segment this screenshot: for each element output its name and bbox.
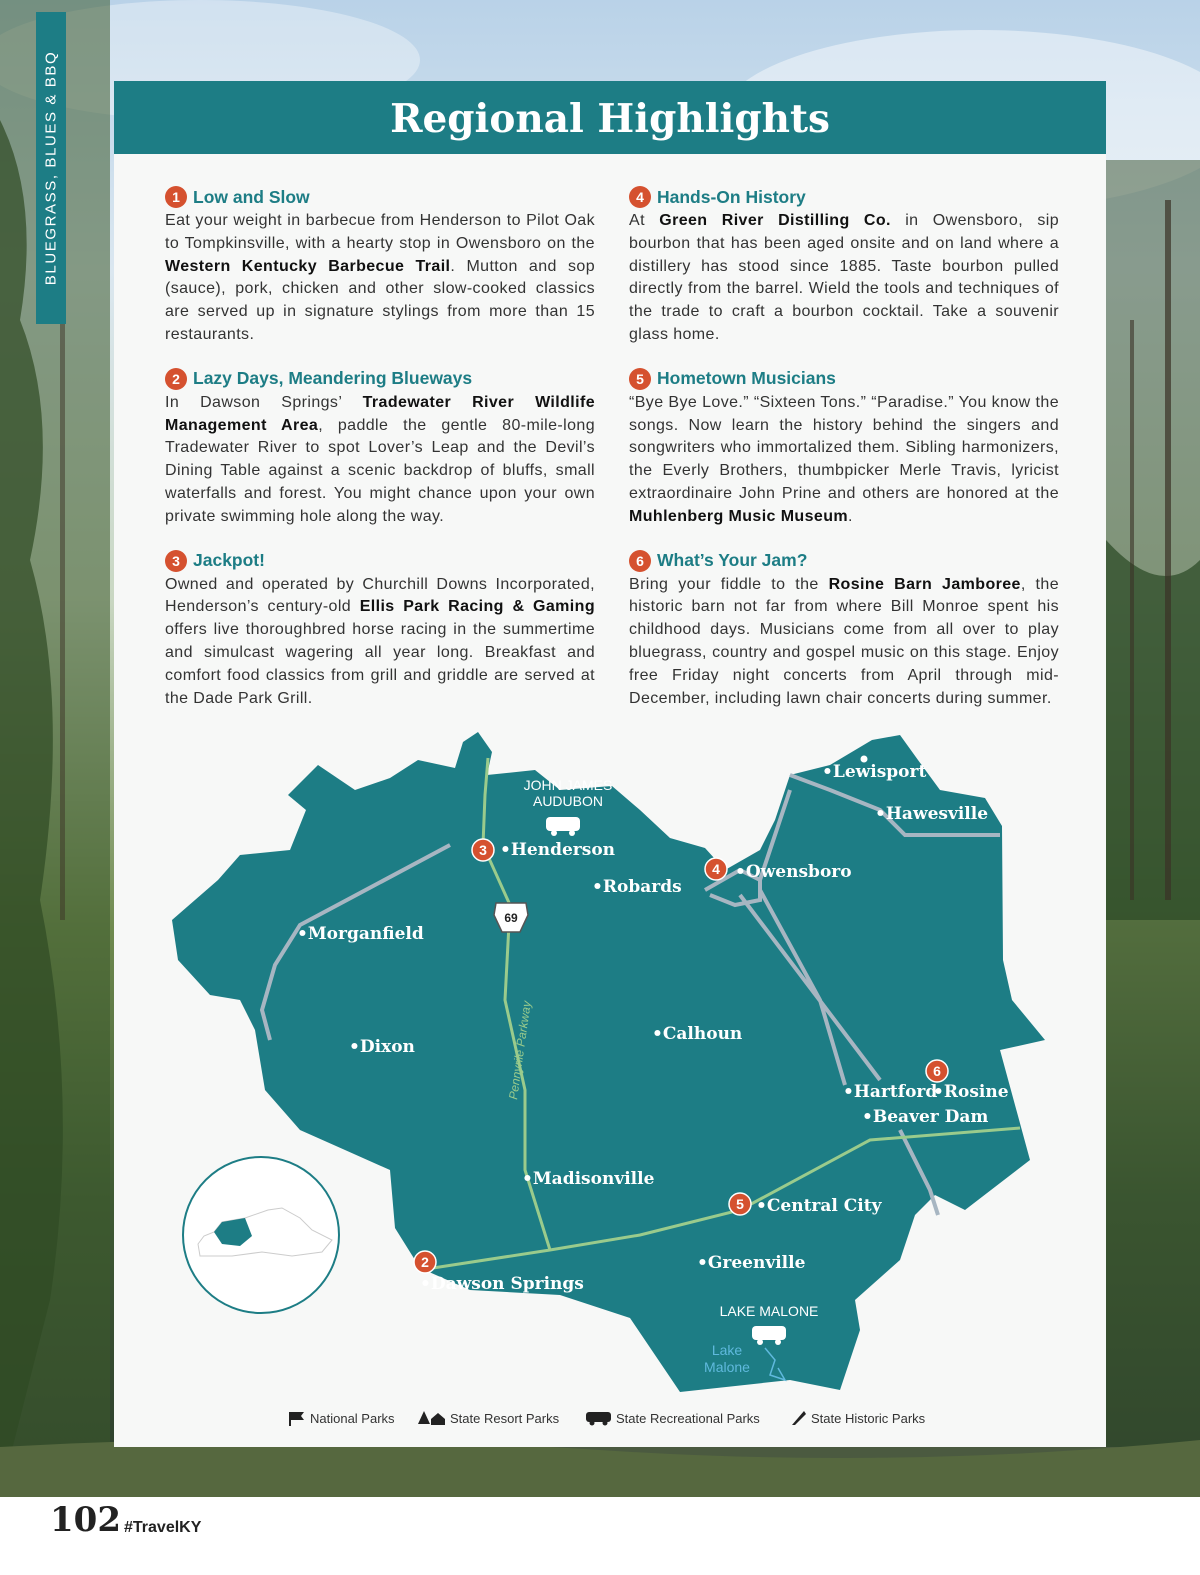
section-title: Jackpot! (193, 550, 265, 571)
town-label-beaver-dam: •Beaver Dam (862, 1107, 989, 1127)
hashtag: #TravelKY (124, 1519, 202, 1536)
park-label-audubon (524, 777, 613, 809)
town-label-hartford: •Hartford (843, 1082, 938, 1102)
number-badge: 1 (165, 186, 187, 208)
water-label-line1: Lake (711, 1342, 743, 1358)
legend-state-resort-parks (417, 1410, 559, 1426)
marker-number: 3 (479, 842, 487, 858)
flag-icon (287, 1410, 307, 1426)
map-marker-4[interactable] (705, 858, 727, 880)
legend-state-historic-parks (790, 1410, 925, 1426)
water-label-line2: Malone (704, 1359, 750, 1375)
map-marker-6[interactable] (926, 1060, 948, 1082)
quill-icon (790, 1410, 808, 1426)
rv-icon (585, 1410, 613, 1426)
bold-venue-name: Tradewater River Wildlife Management Area (165, 393, 596, 434)
town-label-robards: •Robards (592, 877, 682, 897)
marker-number: 6 (933, 1063, 941, 1079)
town-label-calhoun: •Calhoun (652, 1024, 743, 1044)
map-marker-5[interactable] (729, 1193, 751, 1215)
body-text: Bring your fiddle to the (629, 575, 829, 593)
side-tab-label: BLUEGRASS, BLUES & BBQ (42, 50, 60, 286)
park-label-audubon-line2: AUDUBON (532, 793, 604, 809)
town-label-greenville: •Greenville (697, 1253, 806, 1273)
park-label-audubon-line1: JOHN JAMES (523, 777, 613, 793)
body-text: Owned and operated by Churchill Downs Incorporated, Henderson’s century-old (165, 575, 595, 616)
section-title: What’s Your Jam? (657, 550, 808, 571)
number-badge: 6 (629, 550, 651, 572)
kentucky-locator-inset (183, 1157, 339, 1313)
section-title: Hometown Musicians (657, 368, 836, 389)
marker-number: 4 (712, 861, 720, 877)
bold-venue-name: Green River Distilling Co. (659, 212, 891, 229)
number-badge: 5 (629, 368, 651, 390)
legend-label: State Historic Parks (811, 1410, 926, 1426)
body-text: At (629, 212, 660, 229)
body-text: , the historic barn not far from where Bill Monroe spent his childhood days. Musicians come from all over to play bluegrass, country and gospel music on this stage. Enjoy free Friday night concerts from April through mid-December, including lawn chair concerts during summer. (629, 575, 1059, 707)
town-label-morganfield: •Morganfield (297, 924, 424, 944)
marker-number: 2 (421, 1254, 429, 1270)
tree-lodge-icon (417, 1410, 447, 1426)
page-number: 102 (50, 1500, 121, 1540)
number-badge: 4 (629, 186, 651, 208)
town-label-owensboro: •Owensboro (735, 862, 852, 882)
parkway-label: Pennyrile Parkway (506, 1000, 534, 1101)
town-label-dawson-springs: •Dawson Springs (420, 1274, 584, 1294)
body-text: In Dawson Springs’ (165, 393, 363, 411)
page-title: Regional Highlights (390, 96, 830, 142)
legend-national-parks (287, 1410, 395, 1426)
number-badge: 2 (165, 368, 187, 390)
body-text: . (848, 507, 853, 525)
map-marker-3[interactable] (472, 839, 494, 861)
legend-label: State Resort Parks (450, 1410, 560, 1426)
marker-number: 5 (736, 1196, 744, 1212)
body-text: Eat your weight in barbecue from Henderson to Pilot Oak to Tompkinsville, with a hearty stop in Owensboro on the (165, 212, 595, 252)
town-label-dixon: •Dixon (349, 1037, 415, 1057)
body-text: “Bye Bye Love.” “Sixteen Tons.” “Paradise.” You know the songs. Now learn the history behind the singers and songwriters who immortalized them. Sibling harmonizers, the Everly Brothers, thumbpicker Merle Travis, lyricist extraordinaire John Prine and others are honored at the (629, 393, 1059, 502)
town-label-central-city: •Central City (756, 1196, 882, 1216)
bold-venue-name: Muhlenberg Music Museum (629, 507, 848, 525)
body-text: , paddle the gentle 80-mile-long Tradewater River to spot Lover’s Leap and the Devil’s Dining Table against a scenic backdrop of bluffs, small waterfalls and forest. You might chance upon your own private swimming hole along the way. (165, 416, 596, 525)
town-label-rosine: •Rosine (933, 1082, 1009, 1102)
park-label-lake-malone: LAKE MALONE (719, 1303, 819, 1319)
body-text: . Mutton and sop (sauce), pork, chicken and other slow-cooked classics are served up in signature stylings from more than 15 restaurants. (165, 257, 595, 343)
town-label-hawesville: •Hawesville (875, 804, 989, 824)
section-title: Hands-On History (657, 186, 806, 207)
town-label-henderson: •Henderson (500, 840, 616, 860)
body-text: offers live thoroughbred horse racing in the summertime and simulcast wagering all year long. Breakfast and comfort food classics from grill and griddle are served at the Dade Park Grill. (165, 621, 595, 707)
legend-label: State Recreational Parks (616, 1410, 760, 1426)
bold-venue-name: Rosine Barn Jamboree (828, 575, 1021, 593)
bold-venue-name: Western Kentucky Barbecue Trail (165, 257, 451, 275)
lewisport-dot (861, 756, 868, 763)
map-marker-2[interactable] (414, 1251, 436, 1273)
body-text: in Owensboro, sip bourbon that has been aged onsite and on land where a distillery has stood since 1885. Taste bourbon pulled directly from the barrel. Wield the tools and techniques of the trade to craft a bourbon cocktail. Take a souvenir glass home. (629, 212, 1059, 343)
bold-venue-name: Ellis Park Racing & Gaming (359, 598, 595, 616)
number-badge: 3 (165, 550, 187, 572)
section-title: Low and Slow (193, 186, 310, 207)
section-title: Lazy Days, Meandering Blueways (193, 368, 473, 389)
town-label-lewisport: •Lewisport (822, 762, 927, 782)
town-label-madisonville: •Madisonville (522, 1169, 655, 1189)
legend-label: National Parks (310, 1410, 395, 1426)
svg-text:69: 69 (504, 911, 518, 925)
legend-state-recreational-parks (585, 1410, 760, 1426)
